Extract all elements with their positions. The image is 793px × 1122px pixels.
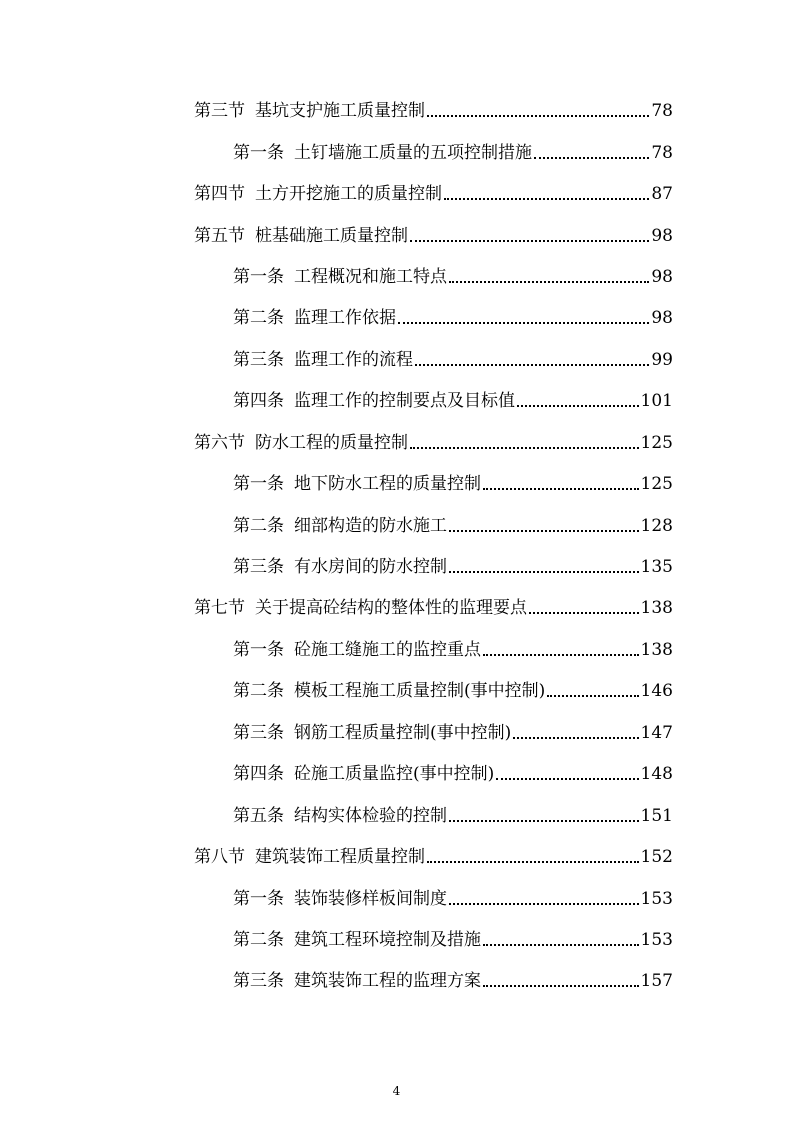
- entry-title: 土方开挖施工的质量控制: [255, 184, 442, 204]
- entry-label: 第一条: [233, 889, 284, 909]
- dot-leader: [410, 447, 639, 449]
- entry-title: 关于提高砼结构的整体性的监理要点: [255, 598, 527, 618]
- entry-page-number: 101: [640, 391, 673, 411]
- entry-label: 第五节: [194, 226, 245, 246]
- dot-leader: [449, 820, 639, 822]
- entry-page-number: 157: [640, 971, 673, 991]
- toc-entry-section[interactable]: [194, 98, 673, 122]
- entry-page-number: 138: [640, 598, 673, 618]
- dot-leader: [547, 695, 638, 697]
- entry-title: 建筑工程环境控制及措施: [294, 930, 481, 950]
- entry-label: 第二条: [233, 516, 284, 536]
- page-number: 4: [392, 1084, 401, 1098]
- entry-page-number: 98: [651, 267, 673, 287]
- entry-page-number: 99: [651, 350, 673, 370]
- dot-leader: [449, 281, 649, 283]
- entry-title: 防水工程的质量控制: [255, 433, 408, 453]
- entry-page-number: 138: [640, 640, 673, 660]
- entry-page-number: 152: [640, 847, 673, 867]
- dot-leader: [483, 944, 639, 946]
- entry-page-number: 98: [651, 308, 673, 328]
- entry-label: 第三条: [233, 723, 284, 743]
- dot-leader: [483, 985, 639, 987]
- entry-title: 桩基础施工质量控制: [255, 226, 408, 246]
- entry-label: 第五条: [233, 806, 284, 826]
- dot-leader: [529, 612, 639, 614]
- entry-page-number: 98: [651, 226, 673, 246]
- toc-entry-article[interactable]: [233, 927, 673, 951]
- entry-title: 装饰装修样板间制度: [294, 889, 447, 909]
- dot-leader: [496, 778, 638, 780]
- toc-entry-section[interactable]: [194, 223, 673, 247]
- entry-label: 第八节: [194, 847, 245, 867]
- entry-page-number: 78: [651, 143, 673, 163]
- toc-entry-article[interactable]: [233, 637, 673, 661]
- dot-leader: [449, 530, 639, 532]
- entry-label: 第一条: [233, 143, 284, 163]
- entry-label: 第一条: [233, 474, 284, 494]
- toc-entry-section[interactable]: [194, 430, 673, 454]
- entry-label: 第四条: [233, 391, 284, 411]
- entry-label: 第一条: [233, 267, 284, 287]
- entry-page-number: 146: [640, 681, 673, 701]
- dot-leader: [427, 861, 639, 863]
- entry-title: 建筑装饰工程质量控制: [255, 847, 425, 867]
- entry-title: 监理工作的流程: [294, 350, 413, 370]
- dot-leader: [534, 157, 649, 159]
- entry-page-number: 153: [640, 930, 673, 950]
- dot-leader: [415, 364, 649, 366]
- toc-entry-article[interactable]: [233, 305, 673, 329]
- entry-title: 地下防水工程的质量控制: [294, 474, 481, 494]
- toc-entry-article[interactable]: [233, 554, 673, 578]
- toc-entry-article[interactable]: [233, 968, 673, 992]
- toc-entry-section[interactable]: [194, 595, 673, 619]
- entry-page-number: 153: [640, 889, 673, 909]
- dot-leader: [449, 571, 639, 573]
- entry-title: 细部构造的防水施工: [294, 516, 447, 536]
- entry-label: 第三条: [233, 350, 284, 370]
- toc-entry-article[interactable]: [233, 803, 673, 827]
- toc-entry-article[interactable]: [233, 720, 673, 744]
- toc-entry-article[interactable]: [233, 678, 673, 702]
- entry-label: 第二条: [233, 681, 284, 701]
- entry-label: 第二条: [233, 308, 284, 328]
- entry-title: 建筑装饰工程的监理方案: [294, 971, 481, 991]
- dot-leader: [513, 737, 638, 739]
- entry-label: 第二条: [233, 930, 284, 950]
- entry-page-number: 147: [640, 723, 673, 743]
- toc-entry-section[interactable]: [194, 181, 673, 205]
- entry-title: 有水房间的防水控制: [294, 557, 447, 577]
- entry-label: 第三节: [194, 101, 245, 121]
- entry-title: 监理工作依据: [294, 308, 396, 328]
- toc-entry-article[interactable]: [233, 761, 673, 785]
- entry-title: 结构实体检验的控制: [294, 806, 447, 826]
- dot-leader: [410, 240, 649, 242]
- entry-page-number: 148: [640, 764, 673, 784]
- dot-leader: [398, 322, 649, 324]
- dot-leader: [444, 198, 649, 200]
- entry-title: 基坑支护施工质量控制: [255, 101, 425, 121]
- entry-label: 第四节: [194, 184, 245, 204]
- entry-title: 砼施工缝施工的监控重点: [294, 640, 481, 660]
- toc-entry-article[interactable]: [233, 471, 673, 495]
- toc-entry-article[interactable]: [233, 264, 673, 288]
- entry-page-number: 78: [651, 101, 673, 121]
- dot-leader: [483, 654, 639, 656]
- toc-entry-article[interactable]: [233, 388, 673, 412]
- entry-label: 第四条: [233, 764, 284, 784]
- toc-entry-article[interactable]: [233, 140, 673, 164]
- entry-page-number: 125: [640, 474, 673, 494]
- entry-page-number: 151: [640, 806, 673, 826]
- entry-title: 模板工程施工质量控制(事中控制): [294, 681, 546, 701]
- toc-entry-article[interactable]: [233, 513, 673, 537]
- entry-title: 工程概况和施工特点: [294, 267, 447, 287]
- entry-title: 钢筋工程质量控制(事中控制): [294, 723, 512, 743]
- entry-label: 第六节: [194, 433, 245, 453]
- entry-title: 砼施工质量监控(事中控制): [294, 764, 495, 784]
- entry-page-number: 128: [640, 516, 673, 536]
- dot-leader: [449, 903, 639, 905]
- toc-entry-article[interactable]: [233, 347, 673, 371]
- entry-title: 土钉墙施工质量的五项控制措施: [294, 143, 532, 163]
- entry-title: 监理工作的控制要点及目标值: [294, 391, 515, 411]
- dot-leader: [427, 115, 649, 117]
- toc-entry-article[interactable]: [233, 886, 673, 910]
- dot-leader: [483, 488, 639, 490]
- entry-page-number: 125: [640, 433, 673, 453]
- entry-label: 第一条: [233, 640, 284, 660]
- entry-label: 第三条: [233, 971, 284, 991]
- entry-page-number: 87: [651, 184, 673, 204]
- dot-leader: [517, 405, 639, 407]
- entry-page-number: 135: [640, 557, 673, 577]
- toc-entry-section[interactable]: [194, 844, 673, 868]
- entry-label: 第三条: [233, 557, 284, 577]
- entry-label: 第七节: [194, 598, 245, 618]
